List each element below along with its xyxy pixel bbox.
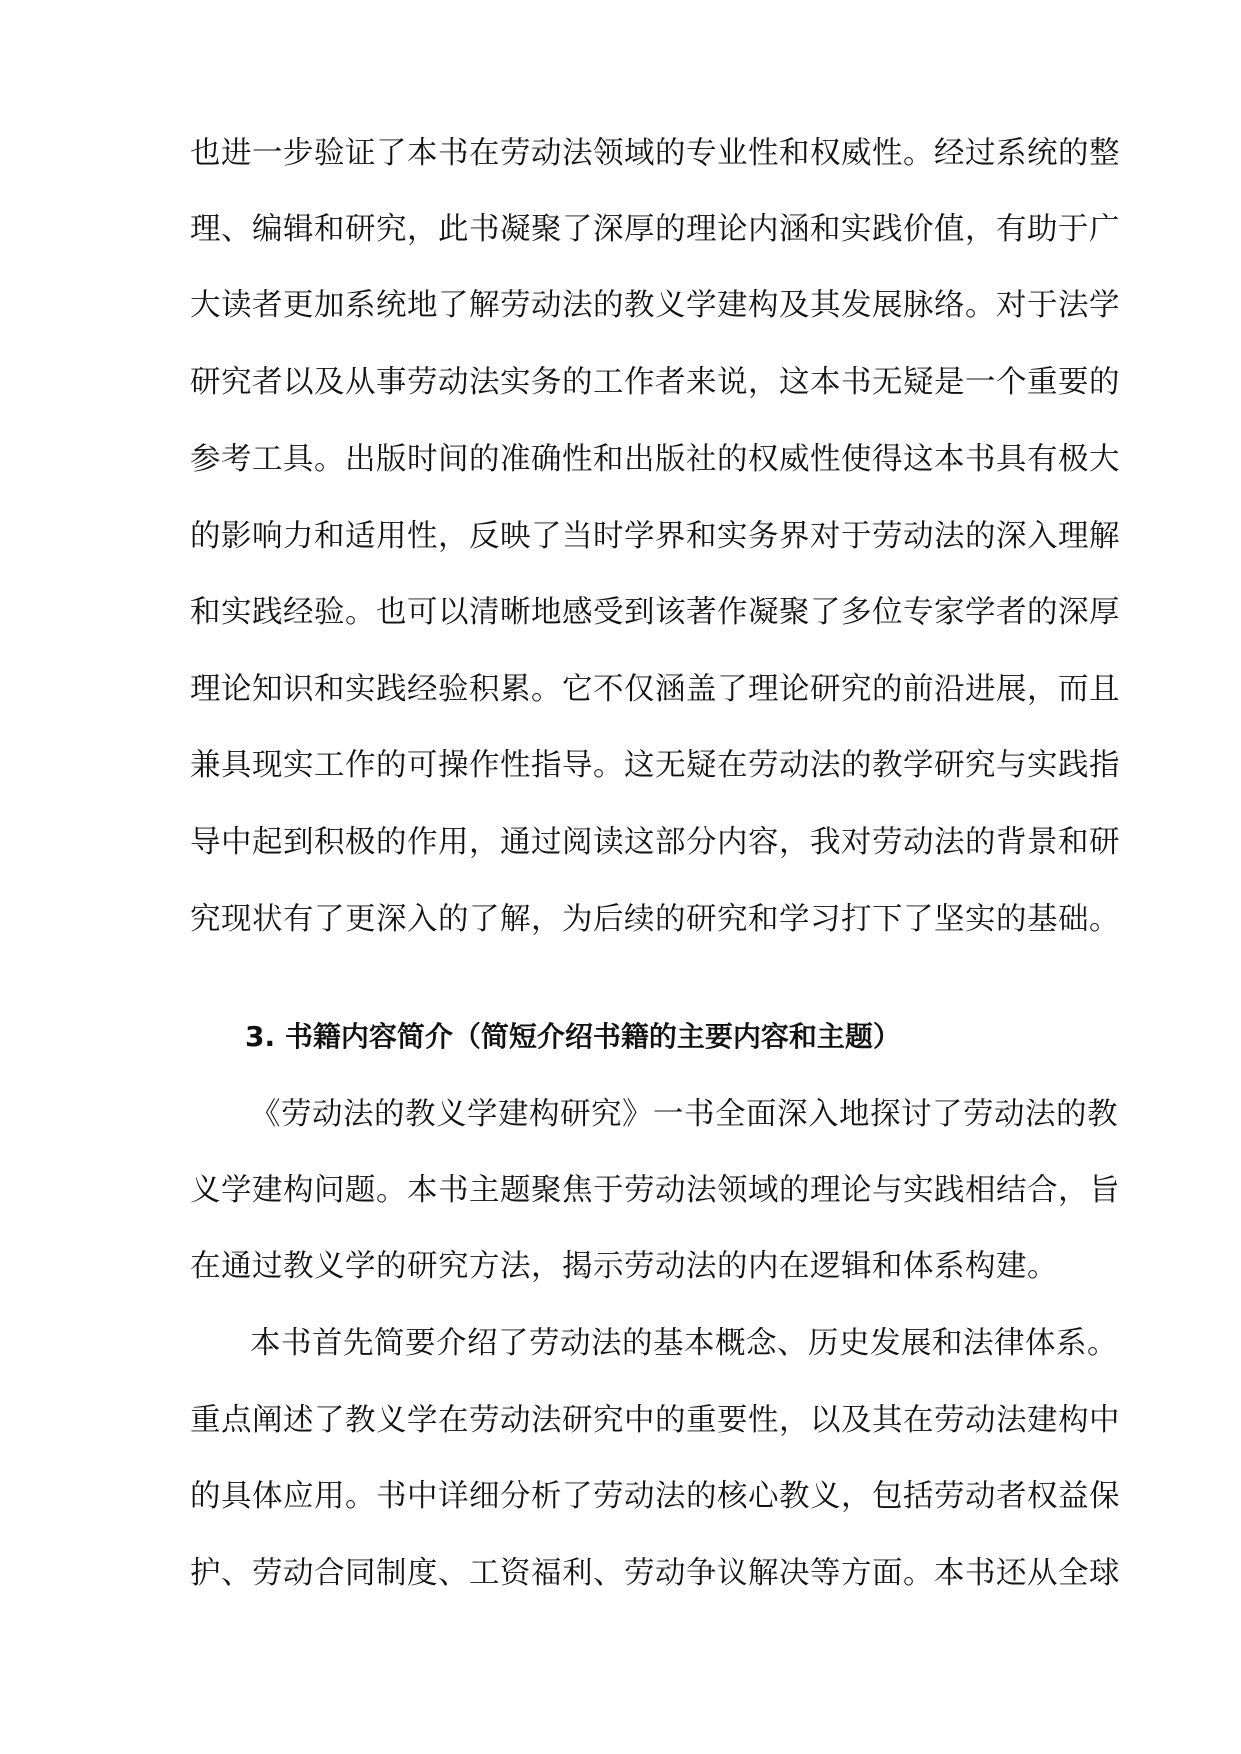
paragraph-3-line-1: 本书首先简要介绍了劳动法的基本概念、历史发展和法律体系。 [250,1326,1118,1361]
paragraph-3-line-3: 的具体应用。书中详细分析了劳动法的核心教义，包括劳动者权益保 [190,1479,1120,1514]
paragraph-1-line-2: 理、编辑和研究，此书凝聚了深厚的理论内涵和实践价值，有助于广 [190,212,1120,247]
paragraph-1-line-7: 和实践经验。也可以清晰地感受到该著作凝聚了多位专家学者的深厚 [190,595,1120,630]
paragraph-2-line-1: 《劳动法的教义学建构研究》一书全面深入地探讨了劳动法的教 [250,1097,1118,1132]
paragraph-1-line-9: 兼具现实工作的可操作性指导。这无疑在劳动法的教学研究与实践指 [190,748,1120,783]
paragraph-1-line-6: 的影响力和适用性，反映了当时学界和实务界对于劳动法的深入理解 [190,519,1120,554]
paragraph-1-line-8: 理论知识和实践经验积累。它不仅涵盖了理论研究的前沿进展，而且 [190,672,1120,707]
paragraph-1-line-10: 导中起到积极的作用，通过阅读这部分内容，我对劳动法的背景和研 [190,825,1120,860]
section-heading: 3. 书籍内容简介（简短介绍书籍的主要内容和主题） [245,1020,901,1053]
paragraph-2-line-2: 义学建构问题。本书主题聚焦于劳动法领域的理论与实践相结合，旨 [190,1173,1120,1208]
paragraph-1-line-3: 大读者更加系统地了解劳动法的教义学建构及其发展脉络。对于法学 [190,288,1120,323]
paragraph-1-line-11: 究现状有了更深入的了解，为后续的研究和学习打下了坚实的基础。 [190,902,1120,937]
paragraph-3-line-2: 重点阐述了教义学在劳动法研究中的重要性，以及其在劳动法建构中 [190,1403,1120,1438]
paragraph-1-line-4: 研究者以及从事劳动法实务的工作者来说，这本书无疑是一个重要的 [190,365,1120,400]
paragraph-3-line-4: 护、劳动合同制度、工资福利、劳动争议解决等方面。本书还从全球 [190,1556,1120,1591]
paragraph-1-line-5: 参考工具。出版时间的准确性和出版社的权威性使得这本书具有极大 [190,442,1120,477]
paragraph-2-line-3: 在通过教义学的研究方法，揭示劳动法的内在逻辑和体系构建。 [190,1249,1058,1284]
paragraph-1-line-1: 也进一步验证了本书在劳动法领域的专业性和权威性。经过系统的整 [190,136,1120,171]
